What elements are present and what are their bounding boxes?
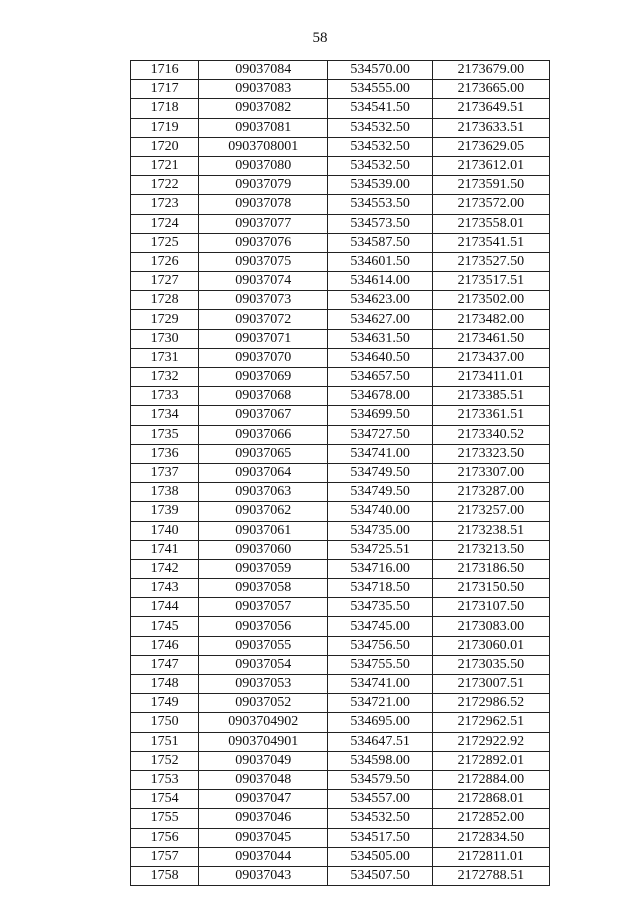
table-row — [131, 368, 550, 387]
point-id-cell: 09037054 — [199, 655, 328, 674]
point-id-cell: 09037048 — [199, 770, 328, 789]
point-id-cell: 09037056 — [199, 617, 328, 636]
y-coordinate-cell: 2173186.50 — [432, 559, 549, 578]
row-index-cell: 1745 — [131, 617, 199, 636]
y-coordinate-cell: 2173150.50 — [432, 579, 549, 598]
y-coordinate-cell: 2172962.51 — [432, 713, 549, 732]
x-coordinate-cell: 534539.00 — [328, 176, 432, 195]
table-row — [131, 425, 550, 444]
y-coordinate-cell: 2172868.01 — [432, 790, 549, 809]
table-row — [131, 579, 550, 598]
table-row — [131, 732, 550, 751]
x-coordinate-cell: 534721.00 — [328, 694, 432, 713]
point-id-cell: 09037059 — [199, 559, 328, 578]
x-coordinate-cell: 534735.00 — [328, 521, 432, 540]
row-index-cell: 1738 — [131, 483, 199, 502]
y-coordinate-cell: 2173461.50 — [432, 329, 549, 348]
x-coordinate-cell: 534756.50 — [328, 636, 432, 655]
x-coordinate-cell: 534627.00 — [328, 310, 432, 329]
row-index-cell: 1750 — [131, 713, 199, 732]
table-row — [131, 80, 550, 99]
row-index-cell: 1717 — [131, 80, 199, 99]
point-id-cell: 09037082 — [199, 99, 328, 118]
table-row — [131, 559, 550, 578]
table-row — [131, 348, 550, 367]
row-index-cell: 1757 — [131, 847, 199, 866]
table-row — [131, 387, 550, 406]
table-row — [131, 675, 550, 694]
y-coordinate-cell: 2173612.01 — [432, 156, 549, 175]
x-coordinate-cell: 534505.00 — [328, 847, 432, 866]
y-coordinate-cell: 2173665.00 — [432, 80, 549, 99]
x-coordinate-cell: 534741.00 — [328, 444, 432, 463]
x-coordinate-cell: 534631.50 — [328, 329, 432, 348]
table-row — [131, 99, 550, 118]
x-coordinate-cell: 534532.50 — [328, 137, 432, 156]
row-index-cell: 1737 — [131, 463, 199, 482]
x-coordinate-cell: 534532.50 — [328, 118, 432, 137]
y-coordinate-cell: 2173213.50 — [432, 540, 549, 559]
point-id-cell: 09037072 — [199, 310, 328, 329]
point-id-cell: 09037058 — [199, 579, 328, 598]
row-index-cell: 1747 — [131, 655, 199, 674]
x-coordinate-cell: 534657.50 — [328, 368, 432, 387]
y-coordinate-cell: 2173482.00 — [432, 310, 549, 329]
point-id-cell: 09037062 — [199, 502, 328, 521]
table-row — [131, 483, 550, 502]
x-coordinate-cell: 534541.50 — [328, 99, 432, 118]
x-coordinate-cell: 534598.00 — [328, 751, 432, 770]
point-id-cell: 09037073 — [199, 291, 328, 310]
row-index-cell: 1726 — [131, 252, 199, 271]
table-row — [131, 598, 550, 617]
row-index-cell: 1734 — [131, 406, 199, 425]
row-index-cell: 1755 — [131, 809, 199, 828]
y-coordinate-cell: 2173629.05 — [432, 137, 549, 156]
x-coordinate-cell: 534678.00 — [328, 387, 432, 406]
y-coordinate-cell: 2173633.51 — [432, 118, 549, 137]
table-row — [131, 463, 550, 482]
y-coordinate-cell: 2172922.92 — [432, 732, 549, 751]
x-coordinate-cell: 534725.51 — [328, 540, 432, 559]
table-body — [131, 61, 550, 886]
row-index-cell: 1716 — [131, 61, 199, 80]
y-coordinate-cell: 2172852.00 — [432, 809, 549, 828]
row-index-cell: 1752 — [131, 751, 199, 770]
table-row — [131, 713, 550, 732]
y-coordinate-cell: 2173527.50 — [432, 252, 549, 271]
point-id-cell: 09037068 — [199, 387, 328, 406]
row-index-cell: 1735 — [131, 425, 199, 444]
table-row — [131, 118, 550, 137]
row-index-cell: 1753 — [131, 770, 199, 789]
y-coordinate-cell: 2173107.50 — [432, 598, 549, 617]
point-id-cell: 09037046 — [199, 809, 328, 828]
y-coordinate-cell: 2173361.51 — [432, 406, 549, 425]
table-row — [131, 61, 550, 80]
table-row — [131, 751, 550, 770]
table-row — [131, 847, 550, 866]
y-coordinate-cell: 2173437.00 — [432, 348, 549, 367]
point-id-cell: 09037044 — [199, 847, 328, 866]
point-id-cell: 09037078 — [199, 195, 328, 214]
table-row — [131, 156, 550, 175]
y-coordinate-cell: 2173558.01 — [432, 214, 549, 233]
point-id-cell: 09037064 — [199, 463, 328, 482]
y-coordinate-cell: 2172788.51 — [432, 866, 549, 885]
y-coordinate-cell: 2173679.00 — [432, 61, 549, 80]
row-index-cell: 1743 — [131, 579, 199, 598]
row-index-cell: 1731 — [131, 348, 199, 367]
point-id-cell: 09037052 — [199, 694, 328, 713]
row-index-cell: 1723 — [131, 195, 199, 214]
table-row — [131, 636, 550, 655]
row-index-cell: 1730 — [131, 329, 199, 348]
row-index-cell: 1740 — [131, 521, 199, 540]
point-id-cell: 09037069 — [199, 368, 328, 387]
point-id-cell: 0903708001 — [199, 137, 328, 156]
x-coordinate-cell: 534601.50 — [328, 252, 432, 271]
row-index-cell: 1725 — [131, 233, 199, 252]
table-row — [131, 137, 550, 156]
x-coordinate-cell: 534623.00 — [328, 291, 432, 310]
table-row — [131, 866, 550, 885]
point-id-cell: 09037077 — [199, 214, 328, 233]
x-coordinate-cell: 534740.00 — [328, 502, 432, 521]
table-row — [131, 502, 550, 521]
y-coordinate-cell: 2173502.00 — [432, 291, 549, 310]
row-index-cell: 1720 — [131, 137, 199, 156]
row-index-cell: 1732 — [131, 368, 199, 387]
table-row — [131, 828, 550, 847]
row-index-cell: 1718 — [131, 99, 199, 118]
y-coordinate-cell: 2173541.51 — [432, 233, 549, 252]
point-id-cell: 09037045 — [199, 828, 328, 847]
table-row — [131, 694, 550, 713]
x-coordinate-cell: 534695.00 — [328, 713, 432, 732]
x-coordinate-cell: 534735.50 — [328, 598, 432, 617]
table-row — [131, 809, 550, 828]
y-coordinate-cell: 2173007.51 — [432, 675, 549, 694]
x-coordinate-cell: 534745.00 — [328, 617, 432, 636]
row-index-cell: 1746 — [131, 636, 199, 655]
x-coordinate-cell: 534532.50 — [328, 156, 432, 175]
point-id-cell: 09037083 — [199, 80, 328, 99]
x-coordinate-cell: 534557.00 — [328, 790, 432, 809]
point-id-cell: 0903704902 — [199, 713, 328, 732]
table-row — [131, 406, 550, 425]
row-index-cell: 1722 — [131, 176, 199, 195]
point-id-cell: 09037043 — [199, 866, 328, 885]
table-row — [131, 214, 550, 233]
row-index-cell: 1729 — [131, 310, 199, 329]
y-coordinate-cell: 2173307.00 — [432, 463, 549, 482]
table-row — [131, 252, 550, 271]
x-coordinate-cell: 534741.00 — [328, 675, 432, 694]
point-id-cell: 09037061 — [199, 521, 328, 540]
row-index-cell: 1748 — [131, 675, 199, 694]
x-coordinate-cell: 534716.00 — [328, 559, 432, 578]
x-coordinate-cell: 534553.50 — [328, 195, 432, 214]
table-row — [131, 444, 550, 463]
row-index-cell: 1751 — [131, 732, 199, 751]
x-coordinate-cell: 534555.00 — [328, 80, 432, 99]
table-row — [131, 291, 550, 310]
x-coordinate-cell: 534640.50 — [328, 348, 432, 367]
row-index-cell: 1719 — [131, 118, 199, 137]
point-id-cell: 09037065 — [199, 444, 328, 463]
y-coordinate-cell: 2172884.00 — [432, 770, 549, 789]
table-row — [131, 617, 550, 636]
table-row — [131, 195, 550, 214]
row-index-cell: 1727 — [131, 272, 199, 291]
table-row — [131, 176, 550, 195]
y-coordinate-cell: 2172834.50 — [432, 828, 549, 847]
row-index-cell: 1756 — [131, 828, 199, 847]
x-coordinate-cell: 534614.00 — [328, 272, 432, 291]
x-coordinate-cell: 534587.50 — [328, 233, 432, 252]
x-coordinate-cell: 534718.50 — [328, 579, 432, 598]
y-coordinate-cell: 2172811.01 — [432, 847, 549, 866]
point-id-cell: 09037075 — [199, 252, 328, 271]
x-coordinate-cell: 534532.50 — [328, 809, 432, 828]
point-id-cell: 09037055 — [199, 636, 328, 655]
point-id-cell: 09037067 — [199, 406, 328, 425]
y-coordinate-cell: 2173083.00 — [432, 617, 549, 636]
point-id-cell: 09037053 — [199, 675, 328, 694]
row-index-cell: 1739 — [131, 502, 199, 521]
row-index-cell: 1728 — [131, 291, 199, 310]
x-coordinate-cell: 534749.50 — [328, 463, 432, 482]
x-coordinate-cell: 534727.50 — [328, 425, 432, 444]
y-coordinate-cell: 2173323.50 — [432, 444, 549, 463]
coordinates-table — [130, 60, 550, 886]
x-coordinate-cell: 534647.51 — [328, 732, 432, 751]
x-coordinate-cell: 534755.50 — [328, 655, 432, 674]
y-coordinate-cell: 2173385.51 — [432, 387, 549, 406]
y-coordinate-cell: 2172892.01 — [432, 751, 549, 770]
row-index-cell: 1744 — [131, 598, 199, 617]
x-coordinate-cell: 534570.00 — [328, 61, 432, 80]
point-id-cell: 09037084 — [199, 61, 328, 80]
y-coordinate-cell: 2173035.50 — [432, 655, 549, 674]
row-index-cell: 1721 — [131, 156, 199, 175]
y-coordinate-cell: 2173411.01 — [432, 368, 549, 387]
page-number: 58 — [312, 30, 328, 46]
row-index-cell: 1724 — [131, 214, 199, 233]
row-index-cell: 1754 — [131, 790, 199, 809]
row-index-cell: 1749 — [131, 694, 199, 713]
table-row — [131, 655, 550, 674]
point-id-cell: 09037057 — [199, 598, 328, 617]
row-index-cell: 1758 — [131, 866, 199, 885]
y-coordinate-cell: 2173340.52 — [432, 425, 549, 444]
table-row — [131, 310, 550, 329]
row-index-cell: 1733 — [131, 387, 199, 406]
x-coordinate-cell: 534573.50 — [328, 214, 432, 233]
y-coordinate-cell: 2173287.00 — [432, 483, 549, 502]
table-row — [131, 233, 550, 252]
y-coordinate-cell: 2173649.51 — [432, 99, 549, 118]
point-id-cell: 09037060 — [199, 540, 328, 559]
table-row — [131, 790, 550, 809]
point-id-cell: 09037066 — [199, 425, 328, 444]
y-coordinate-cell: 2173517.51 — [432, 272, 549, 291]
x-coordinate-cell: 534699.50 — [328, 406, 432, 425]
y-coordinate-cell: 2173060.01 — [432, 636, 549, 655]
row-index-cell: 1742 — [131, 559, 199, 578]
point-id-cell: 09037074 — [199, 272, 328, 291]
y-coordinate-cell: 2173238.51 — [432, 521, 549, 540]
x-coordinate-cell: 534507.50 — [328, 866, 432, 885]
point-id-cell: 09037063 — [199, 483, 328, 502]
table-row — [131, 272, 550, 291]
point-id-cell: 09037076 — [199, 233, 328, 252]
row-index-cell: 1736 — [131, 444, 199, 463]
table-row — [131, 540, 550, 559]
y-coordinate-cell: 2173591.50 — [432, 176, 549, 195]
y-coordinate-cell: 2173572.00 — [432, 195, 549, 214]
table-row — [131, 521, 550, 540]
x-coordinate-cell: 534749.50 — [328, 483, 432, 502]
table-row — [131, 329, 550, 348]
table-row — [131, 770, 550, 789]
point-id-cell: 09037047 — [199, 790, 328, 809]
point-id-cell: 0903704901 — [199, 732, 328, 751]
point-id-cell: 09037080 — [199, 156, 328, 175]
y-coordinate-cell: 2173257.00 — [432, 502, 549, 521]
point-id-cell: 09037081 — [199, 118, 328, 137]
row-index-cell: 1741 — [131, 540, 199, 559]
x-coordinate-cell: 534517.50 — [328, 828, 432, 847]
point-id-cell: 09037070 — [199, 348, 328, 367]
point-id-cell: 09037071 — [199, 329, 328, 348]
point-id-cell: 09037079 — [199, 176, 328, 195]
y-coordinate-cell: 2172986.52 — [432, 694, 549, 713]
point-id-cell: 09037049 — [199, 751, 328, 770]
x-coordinate-cell: 534579.50 — [328, 770, 432, 789]
